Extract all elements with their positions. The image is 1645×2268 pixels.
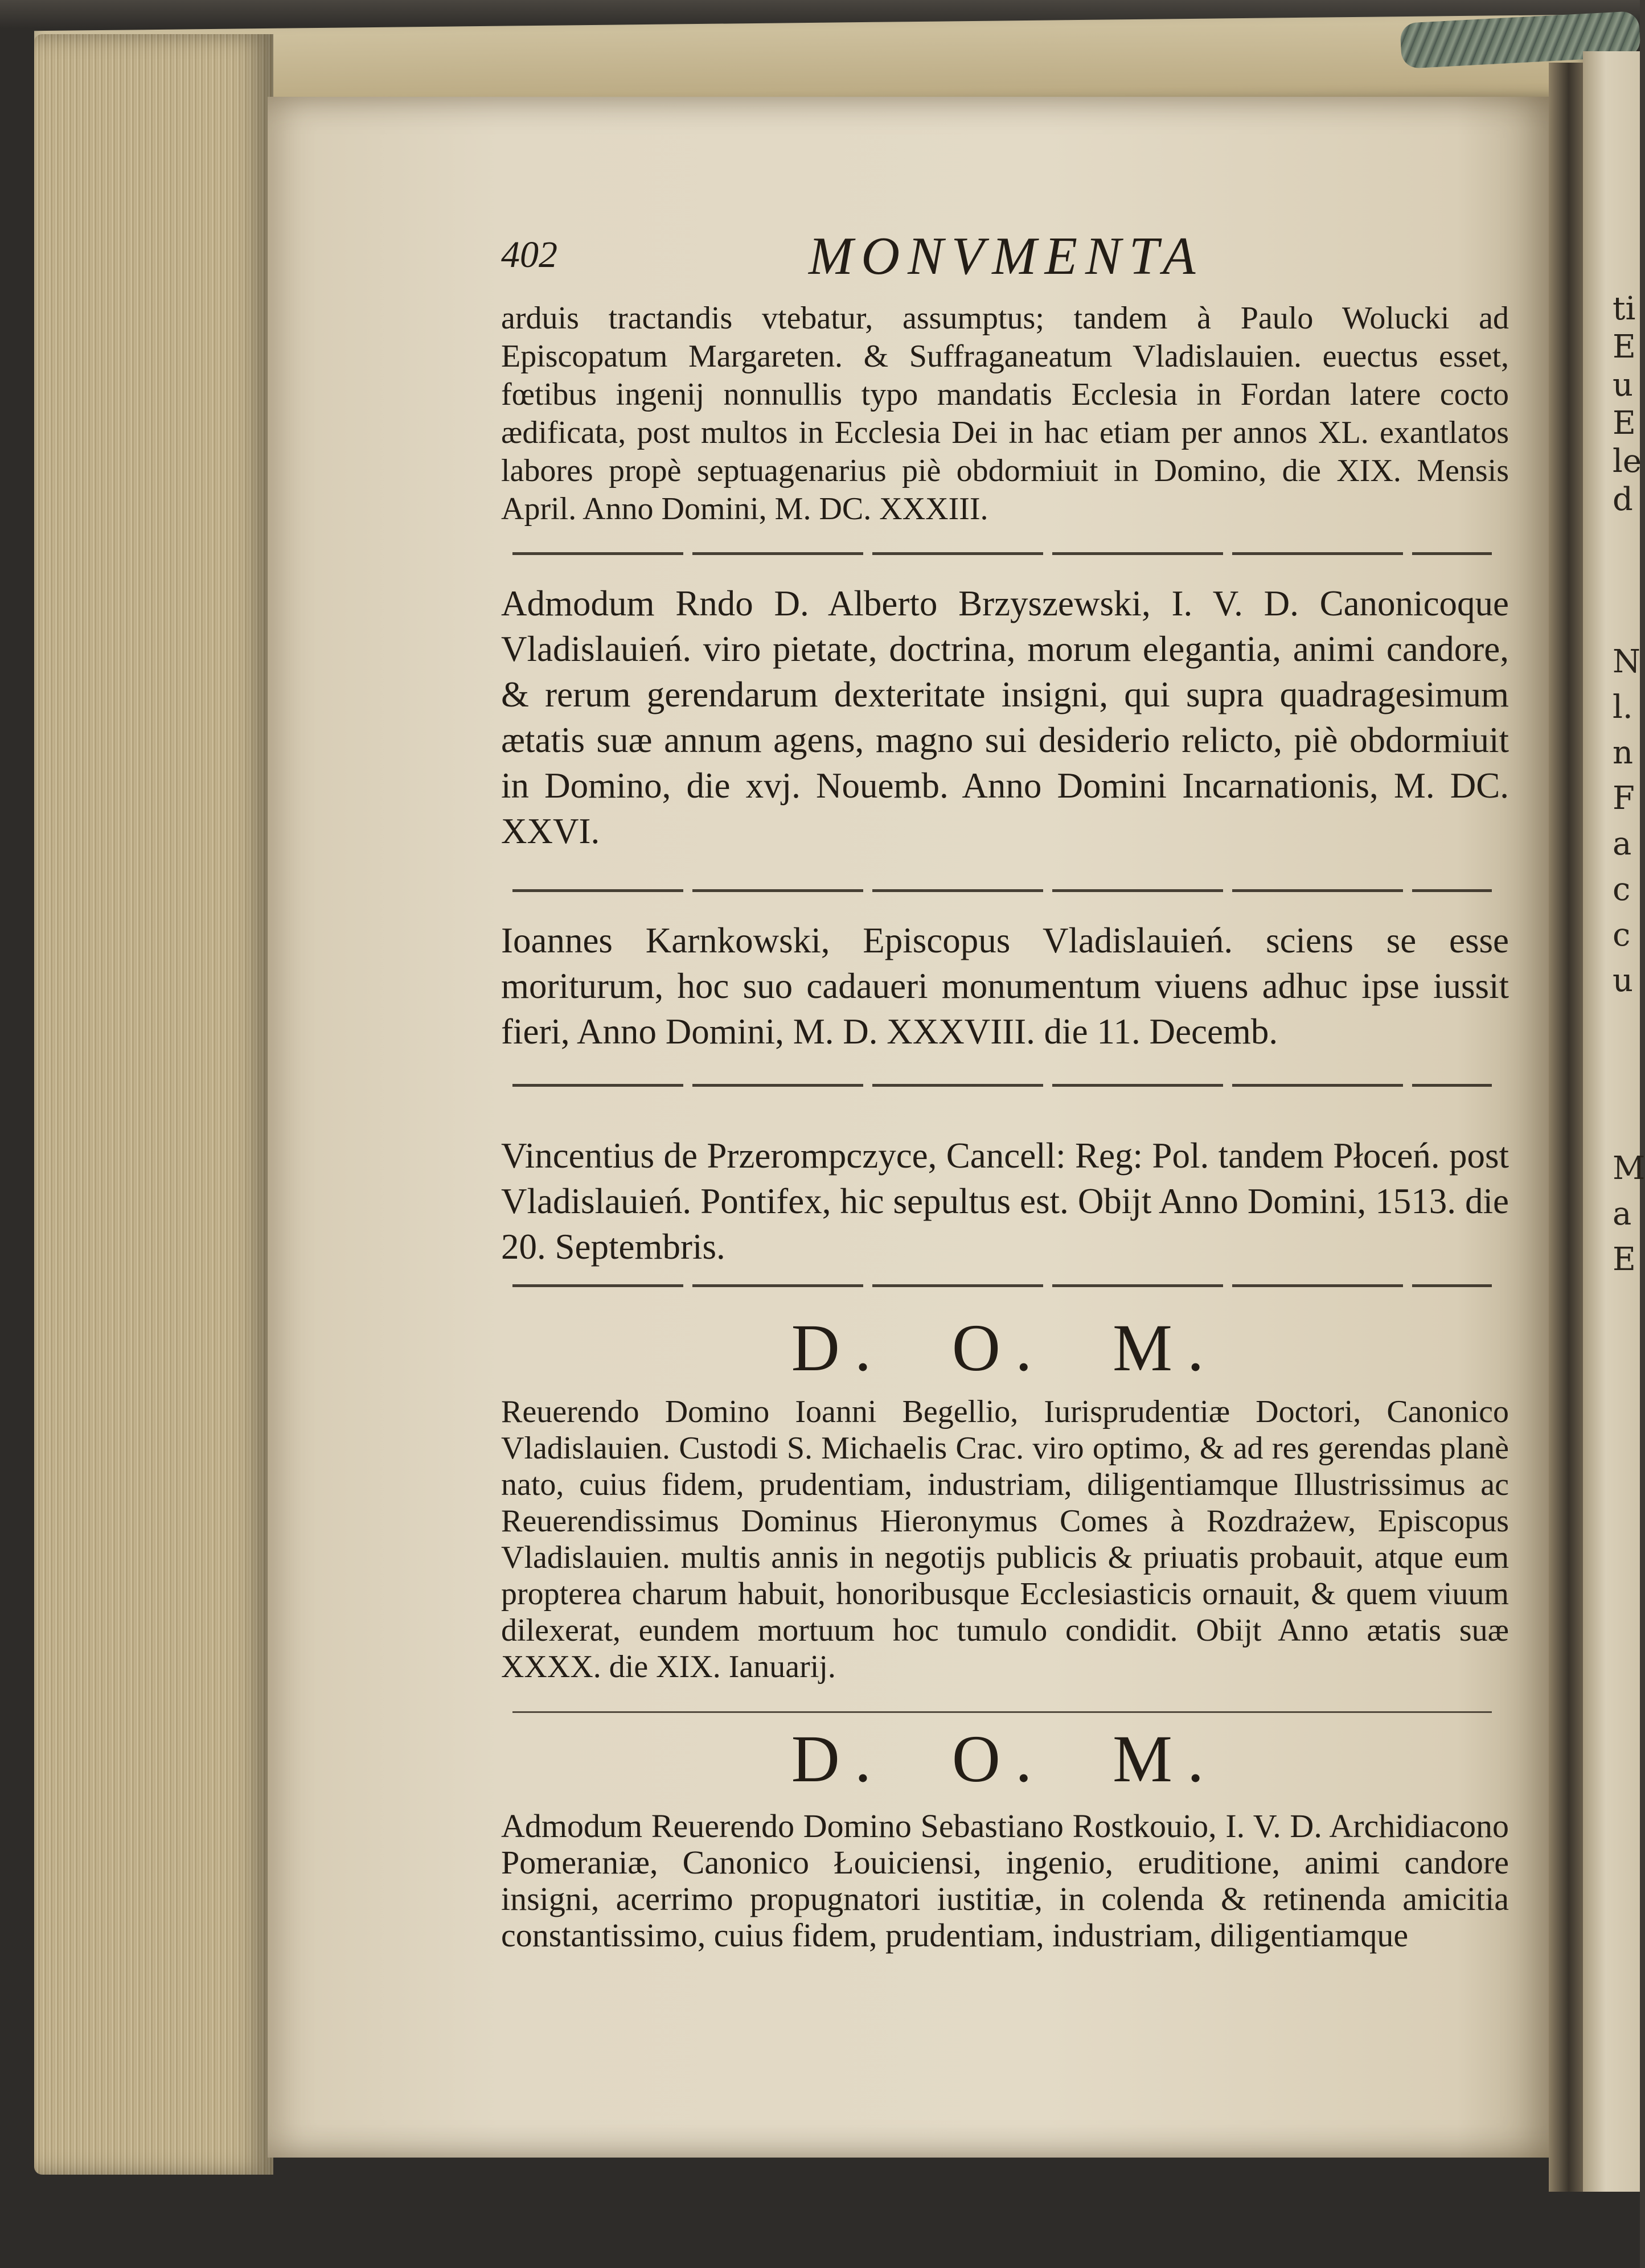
section-divider [512,552,1492,555]
section-divider [512,1284,1492,1287]
adjacent-fragment: M [1613,1150,1645,1187]
section-divider [512,889,1492,892]
epitaph-przerompczyce: Vincentius de Przerompczyce, Cancell: Reg: Pol. tandem Płoceń. post Vladislauień. Pontifex, hic sepultus est. Obijt Anno Domini, 1513. die 20. Septembris. [501,1136,1509,1267]
dom-heading: D. O. M. [791,1721,1219,1796]
adjacent-fragment: c [1613,871,1631,908]
adjacent-page [1583,51,1645,2192]
adjacent-fragment: a [1613,1195,1632,1232]
adjacent-fragment: u [1613,367,1634,404]
epitaph-brzyszewski: Admodum Rndo D. Alberto Brzyszewski, I. V. D. Canonicoque Vladislauień. viro pietate, doctrina, morum elegantia, animi candore, & rerum gerendarum dexteritate insigni, qui supra quadragesimum ætatis suæ annum agens, magno sui desiderio relicto, piè obdormiuit in Domino, die xvj. Nouemb. Anno Domini Incarnationis, M. DC. XXVI. [501,584,1509,851]
adjacent-fragment: l. [1613,689,1633,726]
dom-heading: D. O. M. [791,1310,1219,1385]
adjacent-fragment: N [1613,643,1640,680]
adjacent-fragment: le [1613,443,1642,480]
book-fore-edge [34,34,273,2175]
adjacent-fragment: u [1613,962,1634,999]
epitaph-wolucki: arduis tractandis vtebatur, assumptus; tandem à Paulo Wolucki ad Episcopatum Margareten. & Suffraganeatum Vladislauien. euectus esset, fœtibus ingenij nonnullis typo mandatis Ecclesia in Fordan latere cocto ædificata, post multos in Ecclesia Dei in hac etiam per annos XL. exantlatos labores propè septuagenarius piè obdormiuit in Domino, die XIX. Mensis April. Anno Domini, M. DC. XXXIII. [501,301,1509,527]
epitaph-begellio: Reuerendo Domino Ioanni Begellio, Iurisprudentiæ Doctori, Canonico Vladislauien. Custodi S. Michaelis Crac. viro optimo, & ad res gerendas planè nato, cuius fidem, prudentiam, industriam, diligentiamque Illustrissimus ac Reuerendissimus Dominus Hieronymus Comes à Rozdrażew, Episcopus Vladislauien. multis annis in negotijs publicis & priuatis probauit, atque eum propterea charum habuit, honoribusque Ecclesiasticis ornauit, & quem viuum dilexerat, eundem mortuum hoc tumulo condidit. Obijt Anno ætatis suæ XXXX. die XIX. Ianuarij. [501,1394,1509,1684]
adjacent-fragment: n [1613,734,1634,771]
adjacent-fragment: E [1613,1241,1636,1278]
page-number: 402 [501,234,557,276]
adjacent-fragment: E [1613,405,1636,442]
adjacent-fragment: d [1613,481,1633,518]
epitaph-rostkowski: Admodum Reuerendo Domino Sebastiano Rostkouio, I. V. D. Archidiacono Pomeraniæ, Canonico Łouiciensi, ingenio, eruditione, animi candore insigni, acerrimo propugnatori iustitiæ, in colenda & retinenda amicitia constantissimo, cuius fidem, prudentiam, industriam, diligentiamque [501,1807,1509,1954]
epitaph-karnkowski: Ioannes Karnkowski, Episcopus Vladislauień. sciens se esse moriturum, hoc suo cadaueri monumentum viuens adhuc ipse iussit fieri, Anno Domini, M. D. XXXVIII. die 11. Decemb. [501,921,1509,1051]
adjacent-fragment: c [1613,917,1631,954]
page-header [501,227,1480,296]
section-divider [512,1711,1492,1713]
adjacent-fragment: F [1613,780,1635,817]
adjacent-fragment: ti [1613,290,1636,327]
adjacent-fragment: E [1613,328,1636,365]
adjacent-fragment: a [1613,825,1632,862]
running-title: MONVMENTA [809,227,1204,286]
section-divider [512,1084,1492,1087]
